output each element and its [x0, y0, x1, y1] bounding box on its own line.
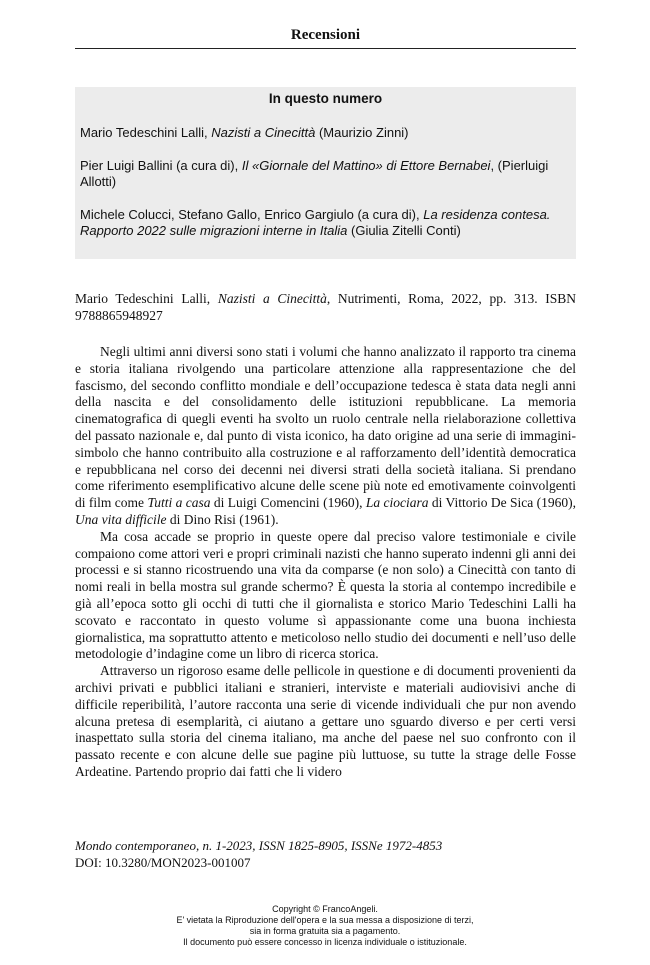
- paragraph-text: Negli ultimi anni diversi sono stati i volumi che hanno analizzato il rapporto tra cinema e storia italiana rivolgendo una particolare attenzione alla rappresentazione che del fascismo, del secondo conflitto mondiale e dell’occupazione tedesca è stata data negli anni della nascita e del consolidamento delle istituzioni repubblicane. La memoria cinematografica di quegli eventi ha svolto un ruolo centrale nella rielaborazione collettiva del passato nazionale e, dal punto di vista iconico, ha dato origine ad una serie di immagini-simbolo che hanno contribuito alla costruzione e al rafforzamento dell’identità democratica e repubblicana nel corso dei decenni nei diversi strati della società italiana. Si prendano come riferimento esemplificativo alcune delle scene più note ed emotivamente coinvolgenti di film come: [75, 344, 576, 511]
- citation-title: Nazisti a Cinecittà: [217, 291, 327, 306]
- entry-authors: Mario Tedeschini Lalli,: [80, 125, 212, 140]
- entry-title: La residenza contesa. Rapporto 2022 sulle migrazioni interne in Italia: [80, 207, 551, 238]
- film-title: Una vita difficile: [75, 511, 167, 527]
- entry-title: Il «Giornale del Mattino» di Ettore Bernabei: [241, 158, 491, 173]
- entry-reviewer: (Maurizio Zinni): [315, 125, 409, 140]
- copyright-line: Copyright © FrancoAngeli.: [272, 904, 378, 914]
- doi: DOI: 10.3280/MON2023-001007: [75, 855, 251, 870]
- entry-authors: Pier Luigi Ballini (a cura di),: [80, 158, 242, 173]
- review-body: [75, 344, 576, 781]
- book-citation: [75, 290, 576, 324]
- copyright-line: E' vietata la Riproduzione dell'opera e la sua messa a disposizione di terzi,: [176, 915, 474, 925]
- in-this-issue-title: In questo numero: [268, 91, 383, 106]
- film-title: La ciociara: [365, 495, 429, 511]
- journal-issue: Mondo contemporaneo, n. 1-2023, ISSN 1825-8905, ISSNe 1972-4853: [75, 838, 443, 853]
- entry-reviewer: (Giulia Zitelli Conti): [347, 223, 461, 238]
- copyright-line: sia in forma gratuita sia a pagamento.: [249, 926, 401, 936]
- in-this-issue-box: [75, 87, 576, 259]
- paragraph-text: di Vittorio De Sica (1960),: [428, 495, 577, 511]
- running-header: Recensioni: [75, 26, 576, 49]
- issue-entry: [80, 125, 572, 141]
- journal-info: [75, 837, 576, 871]
- issue-entry: [80, 158, 572, 190]
- entry-reviewer: , (Pierluigi Allotti): [80, 158, 549, 189]
- copyright-notice: [0, 904, 650, 948]
- issue-entry: [80, 207, 572, 239]
- film-title: Tutti a casa: [147, 495, 211, 511]
- copyright-line: Il documento può essere concesso in licenza individuale o istituzionale.: [183, 937, 467, 947]
- entry-title: Nazisti a Cinecittà: [211, 125, 316, 140]
- citation-author: Mario Tedeschini Lalli,: [75, 291, 218, 306]
- paragraph: Ma cosa accade se proprio in queste opere dal preciso valore testimoniale e civile compaiono come attori veri e propri criminali nazisti che hanno superato indenni gli anni dei processi e si stanno ricostruendo una vita da comparse (e non solo) a Cinecittà con tanto di nomi reali in bella mostra sul grande schermo? È questa la storia al contempo incredibile e già all’epoca sotto gli occhi di tutti che il giornalista e storico Mario Tedeschini Lalli ha scovato e raccontato in questo volume sì appassionante come una buona inchiesta giornalistica, ma soprattutto attento e meticoloso nello studio dei documenti e nell’uso delle metodologie d’indagine come un libro di ricerca storica.: [75, 528, 576, 662]
- paragraph-text: di Dino Risi (1961).: [166, 511, 279, 527]
- entry-authors: Michele Colucci, Stefano Gallo, Enrico Gargiulo (a cura di),: [80, 207, 424, 222]
- citation-details: , Nutrimenti, Roma, 2022, pp. 313. ISBN 9788865948927: [75, 291, 576, 323]
- paragraph: [75, 344, 576, 529]
- paragraph: Attraverso un rigoroso esame delle pellicole in questione e di documenti provenienti da archivi privati e pubblici italiani e stranieri, interviste e materiali audiovisivi anche di difficile reperibilità, l’autore racconta una serie di vicende individuali che pur non avendo alcuna pretesa di esemplarità, ci aiutano a gettare uno sguardo diverso e per certi versi inaspettato sulla storia del cinema italiano, ma anche del paese nel suo confronto con il passato recente e con alcune delle sue pagine più luttuose, su tutte la strage delle Fosse Ardeatine. Partendo proprio dai fatti che li videro: [75, 663, 576, 779]
- paragraph-text: di Luigi Comencini (1960),: [210, 495, 366, 511]
